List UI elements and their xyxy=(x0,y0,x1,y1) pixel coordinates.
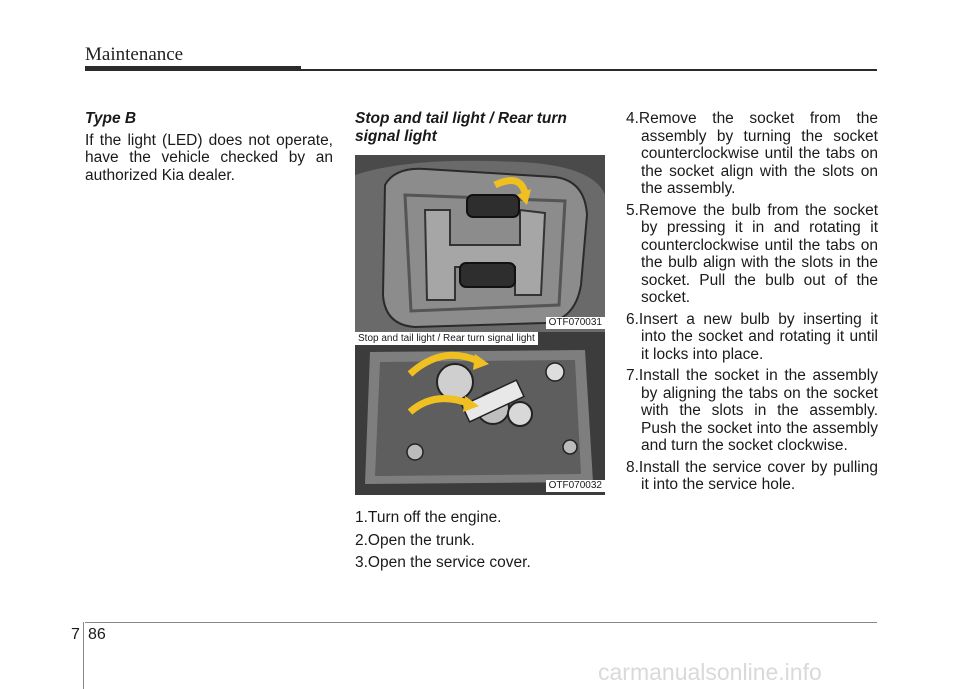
bulb-socket-drawing xyxy=(355,332,605,495)
page-number: 86 xyxy=(88,626,106,643)
step-2: 2.Open the trunk. xyxy=(355,531,475,549)
footer-divider xyxy=(83,622,84,689)
step-8: 8.Install the service cover by pulling it into the service hole. xyxy=(626,458,878,493)
service-cover-illustration xyxy=(355,155,605,332)
figure-code-top: OTF070031 xyxy=(546,317,605,329)
watermark-text: carmanualsonline.info xyxy=(598,659,822,685)
steps-list-middle xyxy=(355,509,607,572)
header-rule-thin xyxy=(301,69,877,71)
step-5: 5.Remove the bulb from the socket by pressing it in and rotating it counterclockwise until the tabs on the bulb align with the slots in the socket. Pull the bulb out of the socket. xyxy=(626,201,878,306)
type-b-heading: Type B xyxy=(85,110,137,127)
step-3: 3.Open the service cover. xyxy=(355,554,531,571)
left-column xyxy=(85,110,333,184)
right-column xyxy=(626,110,878,498)
page-header-title: Maintenance xyxy=(85,44,184,65)
figure-caption-bottom: Stop and tail light / Rear turn signal light xyxy=(355,332,538,345)
bulb-socket-illustration xyxy=(355,332,605,495)
step-1: 1.Turn off the engine. xyxy=(355,509,502,526)
figure-code-bottom: OTF070032 xyxy=(546,480,605,492)
type-b-body: If the light (LED) does not operate, have the vehicle checked by an authorized Kia dealer. xyxy=(85,131,333,184)
middle-column xyxy=(355,110,607,577)
service-cover-drawing xyxy=(355,155,605,332)
step-6: 6.Insert a new bulb by inserting it into the socket and rotating it until it locks into place. xyxy=(626,310,878,363)
step-4: 4.Remove the socket from the assembly by turning the socket counterclockwise until the tabs on the socket align with the slots on the assembly. xyxy=(626,110,878,197)
footer-rule xyxy=(85,622,877,623)
step-7: 7.Install the socket in the assembly by aligning the tabs on the socket with the slots in the assembly. Push the socket into the assembly and turn the socket clockwise. xyxy=(626,367,878,454)
stop-tail-light-heading: Stop and tail light / Rear turn signal light xyxy=(355,110,567,145)
header-rule-thick xyxy=(85,66,301,71)
chapter-number: 7 xyxy=(71,626,80,643)
